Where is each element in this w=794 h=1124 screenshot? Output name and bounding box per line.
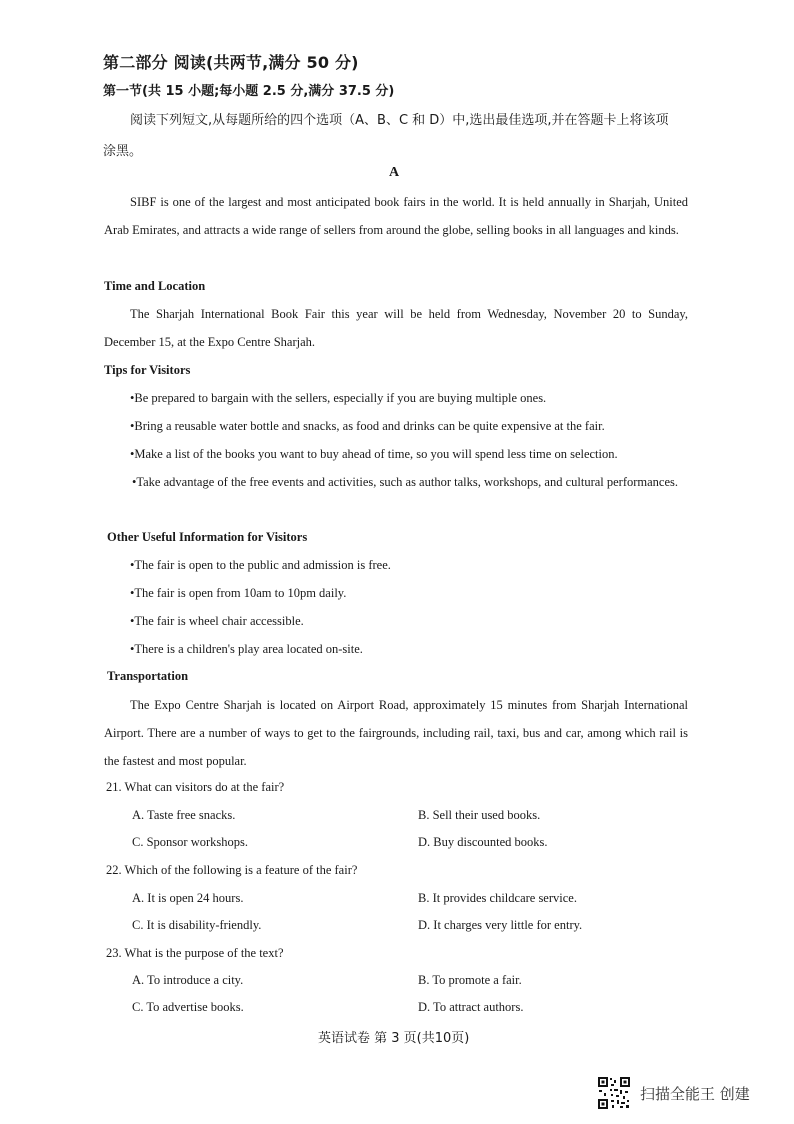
- tip-item: •Take advantage of the free events and activities, such as author talks, workshops, and cultural performances.: [132, 475, 679, 489]
- question-21: 21. What can visitors do at the fair?: [106, 780, 285, 794]
- info-item: •There is a children's play area located on-site.: [130, 642, 363, 656]
- passage-label: A: [389, 165, 400, 180]
- info-heading: Other Useful Information for Visitors: [107, 530, 308, 544]
- option-22-c: C. It is disability-friendly.: [132, 918, 262, 932]
- option-22-a: A. It is open 24 hours.: [132, 891, 244, 905]
- option-21-c: C. Sponsor workshops.: [132, 835, 248, 849]
- info-item: •The fair is open to the public and admission is free.: [130, 558, 391, 572]
- time-heading: Time and Location: [104, 279, 206, 293]
- section-title: 第一节(共 15 小题;每小题 2.5 分,满分 37.5 分): [103, 84, 395, 99]
- instructions-line-1: 阅读下列短文,从每题所给的四个选项（A、B、C 和 D）中,选出最佳选项,并在答题卡上将该项: [130, 113, 669, 128]
- transport-text: The Expo Centre Sharjah is located on Airport Road, approximately 15 minutes from Sharjah International Airport. There are a number of ways to get to the fairgrounds, including rail, taxi, bus and car, among which rail is the fastest and most popular.: [104, 698, 688, 768]
- time-text: The Sharjah International Book Fair this year will be held from Wednesday, November 20 to Sunday, December 15, at the Expo Centre Sharjah.: [104, 307, 688, 349]
- question-23: 23. What is the purpose of the text?: [106, 946, 284, 960]
- option-22-b: B. It provides childcare service.: [418, 891, 577, 905]
- question-22: 22. Which of the following is a feature of the fair?: [106, 863, 358, 877]
- transport-heading: Transportation: [107, 669, 189, 683]
- tip-item: •Make a list of the books you want to buy ahead of time, so you will spend less time on selection.: [130, 447, 618, 461]
- option-23-a: A. To introduce a city.: [132, 973, 244, 987]
- option-22-d: D. It charges very little for entry.: [418, 918, 583, 932]
- option-21-b: B. Sell their used books.: [418, 808, 541, 822]
- info-item: •The fair is open from 10am to 10pm daily.: [130, 586, 347, 600]
- passage-intro: SIBF is one of the largest and most anticipated book fairs in the world. It is held annually in Sharjah, United Arab Emirates, and attracts a wide range of sellers from around the globe, selling books in all languages and kinds.: [104, 195, 688, 237]
- page-footer: 英语试卷 第 3 页(共10页): [318, 1031, 470, 1046]
- scanner-watermark: 扫描全能王 创建: [640, 1085, 750, 1103]
- tip-item: •Be prepared to bargain with the sellers, especially if you are buying multiple ones.: [130, 391, 547, 405]
- tips-heading: Tips for Visitors: [104, 363, 191, 377]
- part-title: 第二部分 阅读(共两节,满分 50 分): [103, 53, 359, 72]
- tip-item: •Bring a reusable water bottle and snacks, as food and drinks can be quite expensive at the fair.: [130, 419, 605, 433]
- option-21-d: D. Buy discounted books.: [418, 835, 548, 849]
- info-item: •The fair is wheel chair accessible.: [130, 614, 304, 628]
- option-23-d: D. To attract authors.: [418, 1000, 524, 1014]
- option-23-b: B. To promote a fair.: [418, 973, 522, 987]
- option-23-c: C. To advertise books.: [132, 1000, 244, 1014]
- qr-code-icon: [597, 1076, 631, 1110]
- instructions-line-2: 涂黑。: [103, 144, 143, 159]
- option-21-a: A. Taste free snacks.: [132, 808, 236, 822]
